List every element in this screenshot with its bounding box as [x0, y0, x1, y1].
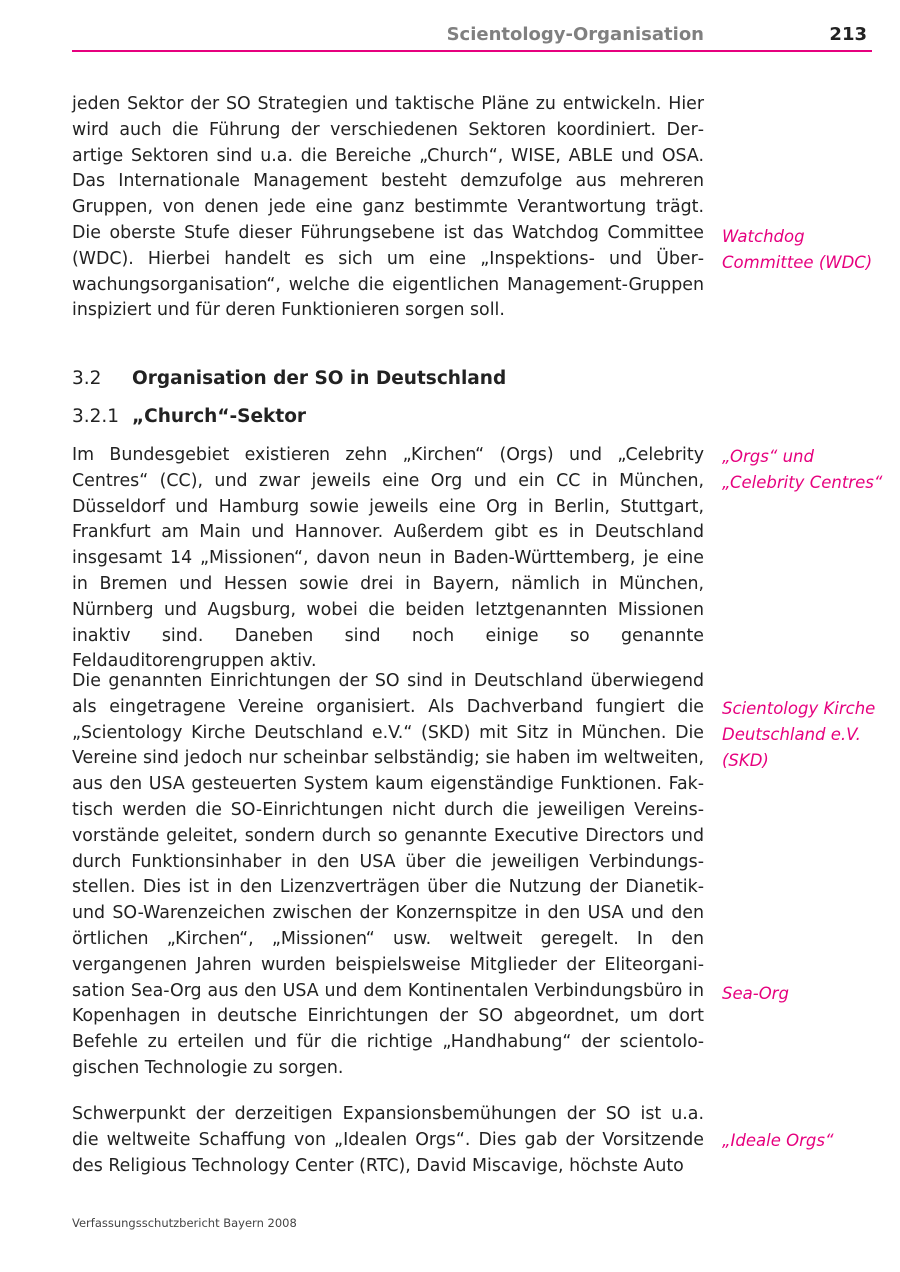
subsection-heading — [72, 404, 306, 429]
margin-note-line: (SKD) — [722, 750, 769, 770]
section-number: 3.2 — [72, 368, 102, 389]
margin-note-orgs — [722, 444, 897, 496]
page-number: 213 — [829, 24, 867, 45]
page-footer: Verfassungsschutzbericht Bayern 2008 — [72, 1216, 297, 1230]
margin-note-line: Sea-Org — [722, 984, 789, 1003]
body-paragraph: Die genannten Einrichtungen der SO sind in Deutschland überwiegend als eingetragene Vereine organisiert. Als Dachverband fungiert die „Scientology Kirche Deutschland e.V.“ (SKD) mit Sitz in München. Die Vereine sind jedoch nur scheinbar selbständig; sie haben im weltweiten, aus den USA gesteuerten System kaum eigenständige Funktionen. Faktisch werden die SO-Einrichtungen nicht durch die jeweiligen Vereinsvorstände geleitet, sondern durch so genannte Executive Directors und durch Funktionsinhaber in den USA über die jeweiligen Verbindungsstellen. Dies ist in den Lizenzverträgen über die Nutzung der Dianetik- und SO-Warenzeichen zwischen der Konzernspitze in den USA und den örtlichen „Kirchen“, „Missionen“ usw. weltweit geregelt. In den vergangenen Jahren wurden beispielsweise Mitglieder der Eliteorganisation Sea-Org aus den USA und dem Kontinentalen Verbindungsbüro in Kopenhagen in deutsche Einrichtungen der SO abgeordnet, um dort Befehle zu erteilen und für die richtige „Handhabung“ der scientologischen Technologie zu sorgen. — [72, 671, 704, 1078]
subsection-number: 3.2.1 — [72, 406, 120, 427]
header-title: Scientology-Organisation — [446, 24, 704, 45]
margin-note-skd — [722, 696, 897, 773]
margin-note-line: „Orgs“ und — [722, 447, 814, 466]
margin-note-line: „Ideale Orgs“ — [722, 1131, 834, 1150]
margin-note-line: Deutschland e.V. — [722, 724, 861, 744]
subsection-title: „Church“-Sektor — [132, 406, 307, 427]
margin-note-sea-org — [722, 981, 897, 1007]
margin-note-watchdog — [722, 224, 897, 276]
margin-note-line: Committee (WDC) — [722, 252, 873, 272]
margin-note-line: „Celebrity Centres“ — [722, 472, 883, 492]
margin-note-line: Watchdog — [722, 227, 805, 246]
margin-note-line: Scientology Kirche — [722, 699, 876, 718]
body-paragraph: jeden Sektor der SO Strategien und taktische Pläne zu entwickeln. Hier wird auch die Führung der verschiedenen Sektoren koordiniert. Derartige Sektoren sind u.a. die Bereiche „Church“, WISE, ABLE und OSA. Das Internationale Management besteht demzufolge aus mehreren Gruppen, von denen jede eine ganz bestimmte Verantwortung trägt. Die oberste Stufe dieser Führungsebene ist das Watchdog Committee (WDC). Hierbei handelt es sich um eine „Inspektions- und Überwachungsorganisation“, welche die eigentlichen Management-Gruppen inspiziert und für deren Funktionieren sorgen soll. — [72, 94, 704, 321]
section-title: Organisation der SO in Deutschland — [132, 368, 507, 389]
margin-note-ideale-orgs — [722, 1128, 897, 1154]
body-paragraph: Schwerpunkt der derzeitigen Expansionsbemühungen der SO ist u.a. die weltweite Schaffung von „Idealen Orgs“. Dies gab der Vorsitzende des Religious Technology Center (RTC), David Miscavige, höchste Auto — [72, 1104, 704, 1176]
header-divider — [72, 50, 872, 52]
section-heading — [72, 366, 506, 391]
body-paragraph: Im Bundesgebiet existieren zehn „Kirchen“ (Orgs) und „Celebrity Centres“ (CC), und zwar jeweils eine Org und ein CC in München, Düsseldorf und Hamburg sowie jeweils eine Org in Berlin, Stuttgart, Frankfurt am Main und Hannover. Außerdem gibt es in Deutschland insgesamt 14 „Missionen“, davon neun in Baden-Württemberg, je eine in Bremen und Hessen sowie drei in Bayern, nämlich in München, Nürnberg und Augsburg, wobei die beiden letztgenannten Missionen inaktiv sind. Daneben sind noch einige so genannte Feldauditorengruppen aktiv. — [72, 445, 704, 672]
